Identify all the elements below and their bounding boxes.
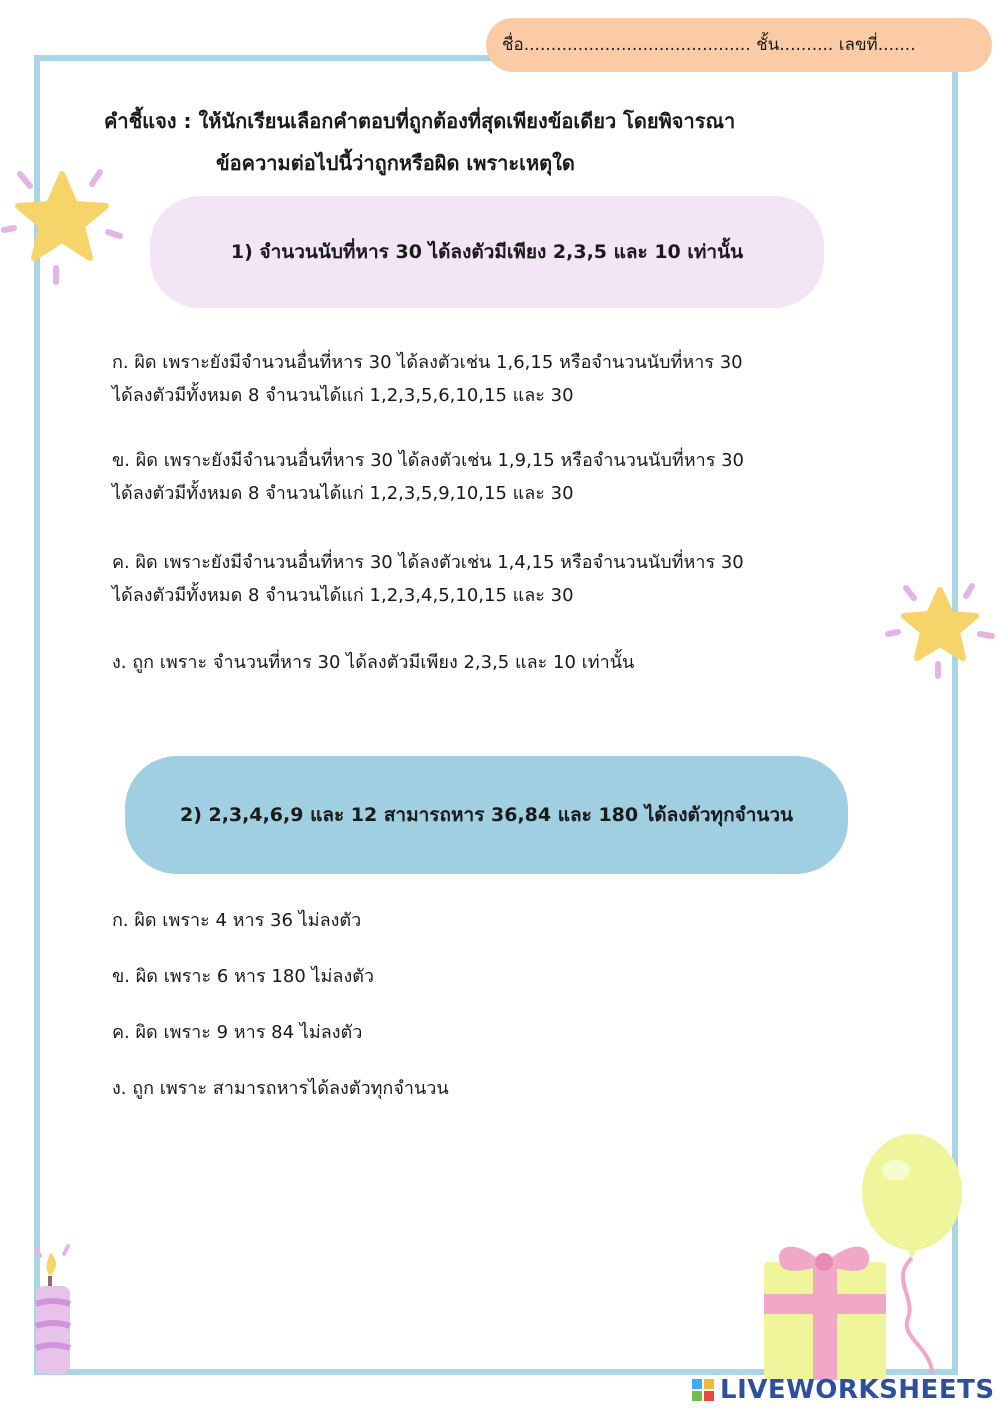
question-2-option-c[interactable] (112, 1016, 912, 1049)
question-1-option-c[interactable] (112, 546, 912, 612)
instructions-line-1: คำชี้แจง : ให้นักเรียนเลือกคำตอบที่ถูกต้องที่สุดเพียงข้อเดียว โดยพิจารณา (104, 109, 736, 133)
question-2-box (125, 756, 848, 874)
option-line: ค. ผิด เพราะ 9 หาร 84 ไม่ลงตัว (112, 1022, 363, 1043)
question-1-option-b[interactable] (112, 444, 912, 510)
option-line: ข. ผิด เพราะยังมีจำนวนอื่นที่หาร 30 ได้ลงตัวเช่น 1,9,15 หรือจำนวนนับที่หาร 30 (112, 450, 745, 471)
option-line: ได้ลงตัวมีทั้งหมด 8 จำนวนได้แก่ 1,2,3,5,9,10,15 และ 30 (112, 483, 574, 504)
question-2-option-a[interactable] (112, 904, 912, 937)
logo-mark-icon (692, 1379, 714, 1401)
question-2-option-d[interactable] (112, 1072, 912, 1105)
option-line: ค. ผิด เพราะยังมีจำนวนอื่นที่หาร 30 ได้ลงตัวเช่น 1,4,15 หรือจำนวนนับที่หาร 30 (112, 552, 744, 573)
question-1-option-a[interactable] (112, 346, 912, 412)
star-icon (0, 160, 130, 290)
student-info-bar (486, 18, 992, 72)
student-info-label: ชื่อ.......................................... ชั้น.......... เลขที่....... (502, 35, 916, 55)
star-icon (880, 580, 998, 684)
question-1-box (150, 196, 824, 308)
option-line: ได้ลงตัวมีทั้งหมด 8 จำนวนได้แก่ 1,2,3,4,5,10,15 และ 30 (112, 585, 574, 606)
question-1-option-d[interactable] (112, 646, 912, 679)
option-line: ก. ผิด เพราะยังมีจำนวนอื่นที่หาร 30 ได้ลงตัวเช่น 1,6,15 หรือจำนวนนับที่หาร 30 (112, 352, 743, 373)
option-line: ง. ถูก เพราะ จำนวนที่หาร 30 ได้ลงตัวมีเพียง 2,3,5 และ 10 เท่านั้น (112, 652, 635, 673)
instructions (104, 100, 924, 184)
option-line: ข. ผิด เพราะ 6 หาร 180 ไม่ลงตัว (112, 966, 375, 987)
option-line: ง. ถูก เพราะ สามารถหารได้ลงตัวทุกจำนวน (112, 1078, 449, 1099)
balloon-icon (856, 1128, 970, 1380)
logo-text: LIVEWORKSHEETS (720, 1375, 995, 1405)
option-line: ได้ลงตัวมีทั้งหมด 8 จำนวนได้แก่ 1,2,3,5,6,10,15 และ 30 (112, 385, 574, 406)
question-2-text: 2) 2,3,4,6,9 และ 12 สามารถหาร 36,84 และ 180 ได้ลงตัวทุกจำนวน (179, 804, 794, 826)
candle-icon (28, 1242, 88, 1380)
option-line: ก. ผิด เพราะ 4 หาร 36 ไม่ลงตัว (112, 910, 362, 931)
question-2-option-b[interactable] (112, 960, 912, 993)
question-1-text: 1) จำนวนนับที่หาร 30 ได้ลงตัวมีเพียง 2,3,5 และ 10 เท่านั้น (230, 241, 744, 263)
instructions-line-2: ข้อความต่อไปนี้ว่าถูกหรือผิด เพราะเหตุใด (216, 151, 575, 175)
liveworksheets-logo (692, 1372, 995, 1408)
